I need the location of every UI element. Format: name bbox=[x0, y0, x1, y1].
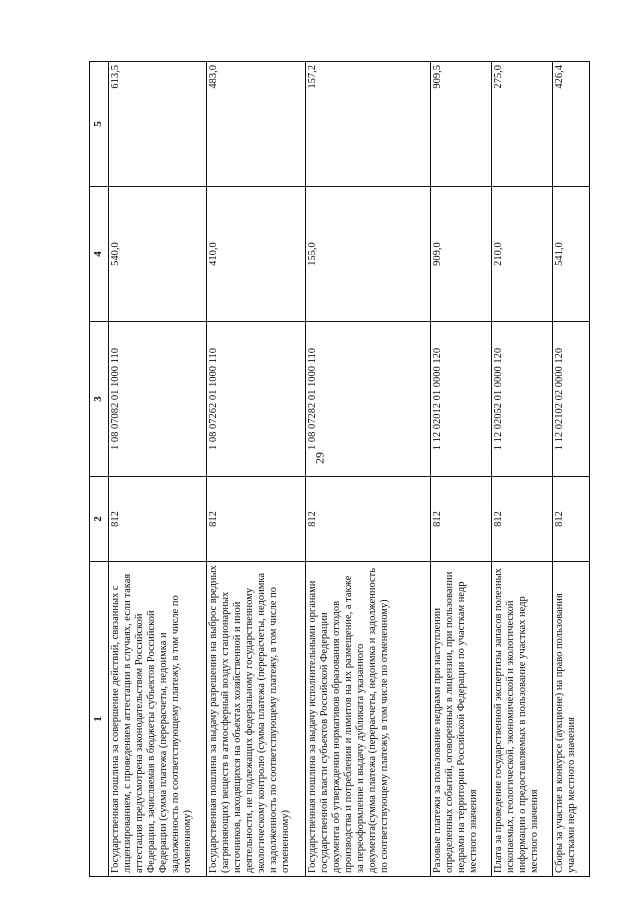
row-budget-code: 1 08 07082 01 1000 110 bbox=[109, 322, 207, 477]
row-admin-code: 812 bbox=[306, 477, 431, 562]
row-value-col4: 909,0 bbox=[431, 187, 492, 322]
table-row bbox=[207, 62, 306, 877]
row-admin-code: 812 bbox=[109, 477, 207, 562]
row-value-col4: 540,0 bbox=[109, 187, 207, 322]
table-header-row bbox=[90, 62, 109, 877]
row-description: Плата за проведение государственной экспертизы запасов полезных ископаемых, геологической, экономической и экологической информации о предоставляемых в пользование участках недр местного значения bbox=[492, 562, 553, 877]
column-header: 2 bbox=[90, 477, 109, 562]
row-value-col5: 157,2 bbox=[306, 62, 431, 187]
column-header: 1 bbox=[90, 562, 109, 877]
row-value-col4: 410,0 bbox=[207, 187, 306, 322]
page-number: 29 bbox=[312, 452, 327, 464]
table-row bbox=[492, 62, 553, 877]
row-value-col4: 155,0 bbox=[306, 187, 431, 322]
column-header: 5 bbox=[90, 62, 109, 187]
row-description: Сборы за участие в конкурсе (аукционе) на право пользования участками недр местного значения bbox=[553, 562, 590, 877]
row-budget-code: 1 12 02102 02 0000 120 bbox=[553, 322, 590, 477]
table-row bbox=[553, 62, 590, 877]
row-description: Государственная пошлина за выдачу разрешения на выброс вредных (загрязняющих) веществ в атмосферный воздух стационарных источников, находящихся на объектах хозяйственной и иной деятельности, не подлежащих федеральному государственному экологическому контролю (сумма платежа (перерасчеты, недоимка и задолженность по соответствующему платежу, в том числе по отмененному) bbox=[207, 562, 306, 877]
row-description: Государственная пошлина за совершение действий, связанных с лицензированием, с проведением аттестации в случаях, если такая аттестация предусмотрена законодательством Российской Федерации, зачисляемая в бюджеты субъектов Российской Федерации (сумма платежа (перерасчеты, недоимка и задолженность по соответствующему платежу, в том числе по отмененному) bbox=[109, 562, 207, 877]
row-admin-code: 812 bbox=[431, 477, 492, 562]
row-admin-code: 812 bbox=[553, 477, 590, 562]
row-budget-code: 1 08 07262 01 1000 110 bbox=[207, 322, 306, 477]
row-value-col5: 483,0 bbox=[207, 62, 306, 187]
row-value-col4: 210,0 bbox=[492, 187, 553, 322]
column-header: 3 bbox=[90, 322, 109, 477]
table-rotation-frame bbox=[89, 62, 586, 877]
row-value-col5: 909,5 bbox=[431, 62, 492, 187]
column-header: 4 bbox=[90, 187, 109, 322]
row-admin-code: 812 bbox=[492, 477, 553, 562]
row-budget-code: 1 08 07282 01 1000 110 bbox=[306, 322, 431, 477]
row-value-col5: 426,4 bbox=[553, 62, 590, 187]
table-row bbox=[109, 62, 207, 877]
row-budget-code: 1 12 02012 01 0000 120 bbox=[431, 322, 492, 477]
row-value-col4: 541,0 bbox=[553, 187, 590, 322]
revenue-table bbox=[89, 61, 590, 877]
row-admin-code: 812 bbox=[207, 477, 306, 562]
row-budget-code: 1 12 02052 01 0000 120 bbox=[492, 322, 553, 477]
row-description: Государственная пошлина за выдачу исполнительными органами государственной власти субъектов Российской Федерации документа об утверждении нормативов образования отходов производства и потребления и лимитов на их размещение, а также за переоформление и выдачу дубликата указанного документа(сумма платежа (перерасчеты, недоимка и задолженность по соответствующему платежу, в том числе по отмененному) bbox=[306, 562, 431, 877]
row-description: Разовые платежи за пользование недрами при наступлении определенных событий, оговоренных в лицензии, при пользовании недрами на территории Российской Федерации по участкам недр местного значения bbox=[431, 562, 492, 877]
table-row bbox=[431, 62, 492, 877]
row-value-col5: 275,0 bbox=[492, 62, 553, 187]
table-row bbox=[306, 62, 431, 877]
row-value-col5: 613,5 bbox=[109, 62, 207, 187]
